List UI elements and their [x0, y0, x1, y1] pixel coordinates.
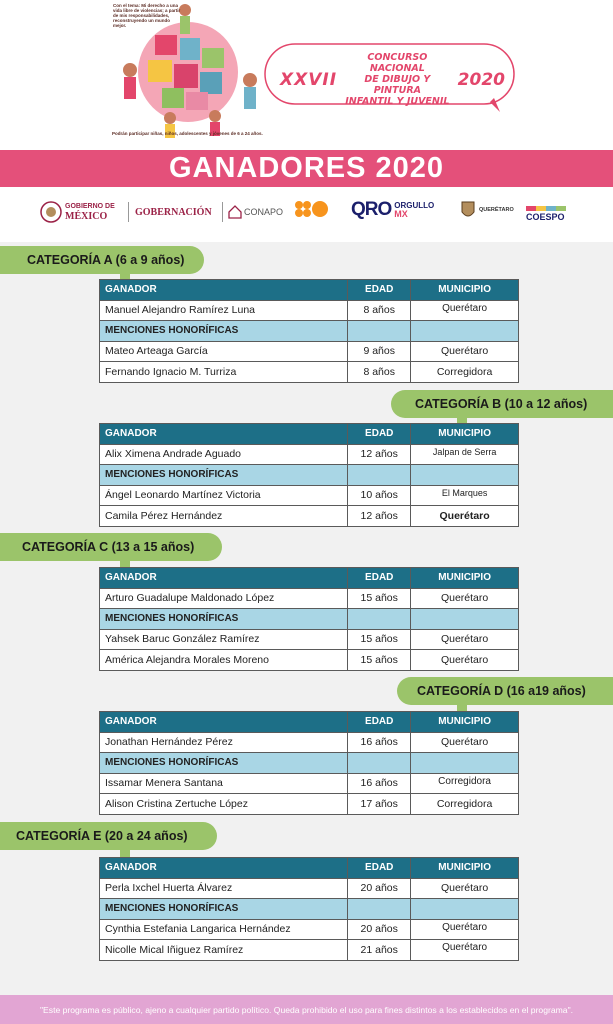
mention-row — [100, 650, 519, 671]
mentions-label: MENCIONES HONORÍFICAS — [100, 609, 348, 630]
category-label: CATEGORÍA C (13 a 15 años) — [22, 540, 195, 554]
mention-name: Mateo Arteaga García — [100, 341, 348, 362]
winner-age: 16 años — [348, 732, 411, 753]
col-municipio: MUNICIPIO — [411, 568, 519, 589]
winner-age: 12 años — [348, 444, 411, 465]
winner-age: 8 años — [348, 300, 411, 321]
mention-municipio: Querétaro — [411, 629, 519, 650]
qro-text: QRO — [351, 199, 392, 220]
mentions-blank — [348, 609, 411, 630]
mentions-blank — [411, 609, 519, 630]
category-c-tab — [0, 533, 222, 561]
category-label: CATEGORÍA D (16 a19 años) — [417, 684, 586, 698]
col-edad: EDAD — [348, 280, 411, 301]
category-label: CATEGORÍA B (10 a 12 años) — [415, 397, 588, 411]
mention-row — [100, 919, 519, 940]
mention-row — [100, 940, 519, 961]
col-edad: EDAD — [348, 858, 411, 879]
gobernacion-logo — [128, 202, 212, 222]
participation-note: Podrán participar niñas, niños, adolescentes y jóvenes de 6 a 24 años. — [112, 131, 263, 136]
mention-municipio: Corregidora — [411, 794, 519, 815]
winner-municipio: Querétaro — [411, 588, 519, 609]
table-header-row — [100, 858, 519, 879]
contest-line: DE DIBUJO Y PINTURA — [364, 74, 431, 96]
mention-age: 9 años — [348, 341, 411, 362]
mentions-blank — [348, 753, 411, 774]
col-municipio: MUNICIPIO — [411, 424, 519, 445]
unfpa-logo — [293, 199, 329, 219]
page-title: GANADORES 2020 — [168, 152, 445, 184]
mention-name: Nicolle Mical Iñiguez Ramírez — [100, 940, 348, 961]
winner-name: Arturo Guadalupe Maldonado López — [100, 588, 348, 609]
mention-age: 17 años — [348, 794, 411, 815]
category-label: CATEGORÍA E (20 a 24 años) — [16, 829, 188, 843]
winner-row — [100, 444, 519, 465]
mentions-header-row — [100, 899, 519, 920]
mention-age: 8 años — [348, 362, 411, 383]
col-edad: EDAD — [348, 712, 411, 733]
mention-municipio: Querétaro — [411, 919, 519, 940]
winner-name: Manuel Alejandro Ramírez Luna — [100, 300, 348, 321]
contest-lines — [343, 52, 452, 107]
mention-name: Camila Pérez Hernández — [100, 506, 348, 527]
category-label: CATEGORÍA A (6 a 9 años) — [27, 253, 185, 267]
mentions-label: MENCIONES HONORÍFICAS — [100, 321, 348, 342]
mention-age: 12 años — [348, 506, 411, 527]
queretaro-text: QUERÉTARO — [479, 207, 514, 213]
winner-municipio: Querétaro — [411, 732, 519, 753]
mention-name: Ángel Leonardo Martínez Victoria — [100, 485, 348, 506]
mention-name: Issamar Menera Santana — [100, 773, 348, 794]
mentions-label: MENCIONES HONORÍFICAS — [100, 465, 348, 486]
coespo-logo — [526, 202, 566, 222]
col-ganador: GANADOR — [100, 424, 348, 445]
footer-band — [0, 995, 613, 1024]
category-e-table — [99, 857, 519, 961]
col-municipio: MUNICIPIO — [411, 712, 519, 733]
mention-age: 10 años — [348, 485, 411, 506]
title-band — [0, 150, 613, 187]
category-b-tab — [391, 390, 613, 418]
col-ganador: GANADOR — [100, 712, 348, 733]
mentions-header-row — [100, 753, 519, 774]
mention-name: América Alejandra Morales Moreno — [100, 650, 348, 671]
contest-number: XXVII — [280, 69, 338, 90]
category-c-table — [99, 567, 519, 671]
category-b-table — [99, 423, 519, 527]
gobierno-top-text: GOBIERNO DE — [65, 203, 115, 210]
mention-municipio: Querétaro — [411, 341, 519, 362]
queretaro-logo — [460, 200, 514, 220]
col-ganador: GANADOR — [100, 280, 348, 301]
winner-name: Perla Ixchel Huerta Álvarez — [100, 878, 348, 899]
coespo-text: COESPO — [526, 212, 565, 222]
contest-line: CONCURSO NACIONAL — [367, 52, 428, 74]
mention-name: Cynthia Estefania Langarica Hernández — [100, 919, 348, 940]
mention-name: Alison Cristina Zertuche López — [100, 794, 348, 815]
winner-row — [100, 732, 519, 753]
mentions-blank — [348, 899, 411, 920]
mentions-label: MENCIONES HONORÍFICAS — [100, 899, 348, 920]
gobierno-bottom-text: MÉXICO — [65, 211, 108, 222]
mention-municipio: Querétaro — [411, 650, 519, 671]
mention-municipio: Querétaro — [411, 506, 519, 527]
gobernacion-text: GOBERNACIÓN — [135, 206, 212, 218]
winner-row — [100, 878, 519, 899]
mention-age: 21 años — [348, 940, 411, 961]
mentions-blank — [348, 321, 411, 342]
mention-row — [100, 773, 519, 794]
mention-row — [100, 629, 519, 650]
mention-name: Yahsek Baruc González Ramírez — [100, 629, 348, 650]
mentions-blank — [411, 899, 519, 920]
winner-municipio: Querétaro — [411, 878, 519, 899]
col-municipio: MUNICIPIO — [411, 280, 519, 301]
mention-row — [100, 506, 519, 527]
col-ganador: GANADOR — [100, 568, 348, 589]
mention-row — [100, 341, 519, 362]
mention-row — [100, 485, 519, 506]
winner-name: Jonathan Hernández Pérez — [100, 732, 348, 753]
winner-name: Alix Ximena Andrade Aguado — [100, 444, 348, 465]
footer-disclaimer: "Este programa es público, ajeno a cualquier partido político. Queda prohibido el uso para fines distintos a los establecidos en el programa". — [39, 1004, 574, 1015]
category-e-tab — [0, 822, 217, 850]
mentions-label: MENCIONES HONORÍFICAS — [100, 753, 348, 774]
contest-year: 2020 — [457, 69, 505, 90]
contest-line: INFANTIL Y JUVENIL — [345, 96, 450, 107]
mention-age: 15 años — [348, 629, 411, 650]
gobierno-mexico-logo — [40, 201, 115, 223]
category-a-table — [99, 279, 519, 383]
mentions-blank — [411, 753, 519, 774]
mention-municipio: Querétaro — [411, 940, 519, 961]
qro-orgullo-logo — [351, 199, 434, 221]
mentions-header-row — [100, 321, 519, 342]
coespo-stripe-icon — [526, 206, 566, 211]
mexico-seal-icon — [40, 201, 62, 223]
conapo-logo — [222, 202, 283, 222]
orgullo-text: ORGULLO — [394, 201, 435, 210]
mention-age: 15 años — [348, 650, 411, 671]
category-a-tab — [0, 246, 204, 274]
col-ganador: GANADOR — [100, 858, 348, 879]
category-d-table — [99, 711, 519, 815]
queretaro-shield-icon — [460, 200, 476, 220]
col-edad: EDAD — [348, 568, 411, 589]
mention-age: 20 años — [348, 919, 411, 940]
winner-row — [100, 588, 519, 609]
col-edad: EDAD — [348, 424, 411, 445]
mentions-header-row — [100, 465, 519, 486]
category-d-tab — [397, 677, 613, 705]
header-area — [0, 0, 613, 150]
winner-row — [100, 300, 519, 321]
table-header-row — [100, 424, 519, 445]
winner-age: 20 años — [348, 878, 411, 899]
mention-municipio: Corregidora — [411, 362, 519, 383]
mentions-blank — [411, 465, 519, 486]
mention-age: 16 años — [348, 773, 411, 794]
table-header-row — [100, 712, 519, 733]
mention-row — [100, 362, 519, 383]
conapo-text: CONAPO — [244, 207, 284, 217]
table-header-row — [100, 568, 519, 589]
mentions-header-row — [100, 609, 519, 630]
mentions-blank — [348, 465, 411, 486]
winner-municipio: Querétaro — [411, 300, 519, 321]
mention-name: Fernando Ignacio M. Turriza — [100, 362, 348, 383]
contest-theme-note: Con el tema: Mi derecho a una vida libre de violencias; a partir de mis responsabilidades, reconstruyendo un mundo mejor. — [113, 3, 181, 28]
mention-municipio: El Marques — [411, 485, 519, 506]
col-municipio: MUNICIPIO — [411, 858, 519, 879]
category-e-stem — [120, 849, 130, 857]
contest-title — [280, 52, 505, 107]
house-icon — [228, 205, 242, 219]
mx-text: MX — [394, 209, 408, 219]
unfpa-icon — [293, 199, 329, 219]
winner-municipio: Jalpan de Serra — [411, 444, 519, 465]
table-header-row — [100, 280, 519, 301]
mention-row — [100, 794, 519, 815]
winner-age: 15 años — [348, 588, 411, 609]
mention-municipio: Corregidora — [411, 773, 519, 794]
mentions-blank — [411, 321, 519, 342]
